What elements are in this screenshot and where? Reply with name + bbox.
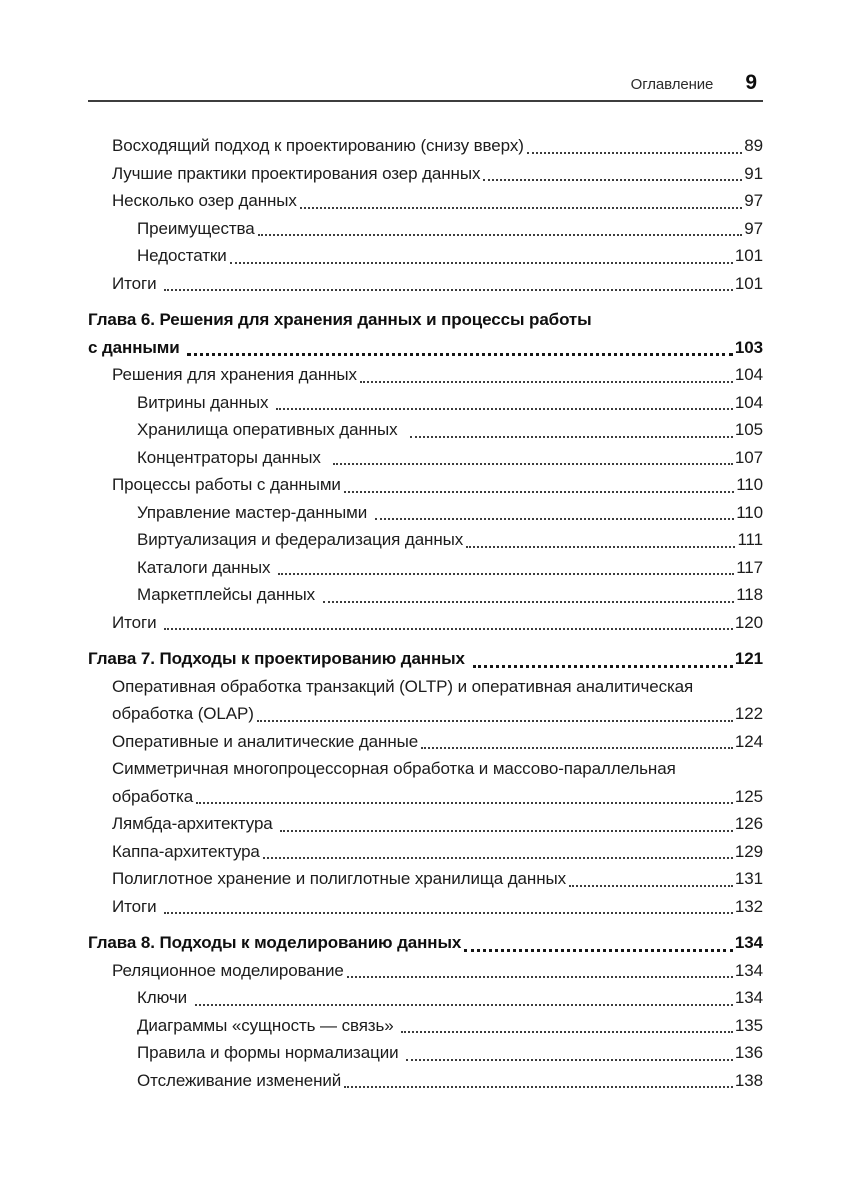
dot-leader <box>466 546 735 548</box>
toc-entry <box>88 984 763 1012</box>
toc-entry-line <box>137 416 763 444</box>
dot-leader <box>257 720 733 722</box>
toc-entry-title: Полиглотное хранение и полиглотные хранилища данных <box>112 869 567 888</box>
toc-entry-line <box>137 984 763 1012</box>
dot-leader <box>406 1059 733 1061</box>
toc-page-number: 101 <box>734 273 763 293</box>
toc-entry-line <box>112 673 763 701</box>
toc-entry <box>88 810 763 838</box>
dot-leader <box>375 518 734 520</box>
toc-list <box>88 132 763 1094</box>
toc-entry-line <box>137 1039 763 1067</box>
dot-leader <box>464 949 733 952</box>
toc-entry-title: Процессы работы с данными <box>112 475 341 494</box>
toc-entry <box>88 361 763 389</box>
toc-entry <box>88 242 763 270</box>
toc-entry <box>88 554 763 582</box>
toc-entry-title: Каппа-архитектура <box>112 841 260 861</box>
toc-page-number: 134 <box>734 988 763 1007</box>
toc-entry <box>88 132 763 160</box>
toc-entry-title: Правила и формы нормализации <box>137 1043 404 1062</box>
toc-page-number: 138 <box>734 1070 763 1090</box>
toc-entry <box>88 215 763 243</box>
toc-entry <box>88 1012 763 1040</box>
page-header <box>88 0 763 95</box>
toc-entry-line <box>112 893 763 921</box>
toc-entry <box>88 728 763 756</box>
toc-entry-title: Оперативная обработка транзакций (OLTP) и оперативная аналитическая <box>112 676 694 696</box>
toc-entry-title: Глава 6. Решения для хранения данных и процессы работы <box>88 310 592 329</box>
header-rule <box>88 100 763 102</box>
toc-page-number: 111 <box>737 530 763 549</box>
toc-entry <box>88 838 763 866</box>
toc-entry <box>88 499 763 527</box>
toc-entry-line <box>137 444 763 472</box>
toc-entry-title: Итоги <box>112 273 162 293</box>
toc-entry-line <box>137 389 763 417</box>
toc-chapter-entry <box>88 645 763 673</box>
dot-leader <box>196 802 733 804</box>
toc-page-number: 129 <box>734 841 763 861</box>
toc-entry <box>88 957 763 985</box>
toc-chapter-entry <box>88 306 763 361</box>
toc-entry-line <box>137 1067 763 1095</box>
toc-entry-title: Преимущества <box>137 218 255 238</box>
dot-leader <box>483 179 742 181</box>
toc-page-number: 124 <box>734 731 763 751</box>
toc-entry-line <box>137 215 763 243</box>
dot-leader <box>527 152 743 154</box>
toc-entry-line <box>112 270 763 298</box>
toc-entry-line <box>88 306 763 334</box>
toc-entry-line <box>112 187 763 215</box>
toc-entry-title: обработка (OLAP) <box>112 704 254 723</box>
page-number: 9 <box>745 71 757 94</box>
toc-entry-line <box>137 499 763 527</box>
toc-entry-title: Восходящий подход к проектированию (снизу вверх) <box>112 136 524 155</box>
toc-entry <box>88 471 763 499</box>
dot-leader <box>258 234 743 236</box>
toc-page-number: 121 <box>734 649 763 668</box>
toc-entry <box>88 1067 763 1095</box>
toc-page-number: 120 <box>734 612 763 632</box>
toc-page-number: 89 <box>744 136 763 155</box>
toc-entry-line <box>112 755 763 783</box>
toc-entry-title: обработка <box>112 786 194 806</box>
dot-leader <box>569 885 733 887</box>
toc-entry-title: Оперативные и аналитические данные <box>112 731 419 751</box>
dot-leader <box>347 976 733 978</box>
toc-entry <box>88 416 763 444</box>
toc-entry-line <box>112 132 763 160</box>
toc-page-number: 125 <box>734 786 763 806</box>
toc-entry-title: Диаграммы «сущность — связь» <box>137 1015 399 1035</box>
toc-entry-title: Глава 8. Подходы к моделированию данных <box>88 933 462 952</box>
toc-entry <box>88 609 763 637</box>
toc-entry-line <box>112 957 763 985</box>
toc-entry <box>88 389 763 417</box>
toc-entry-line <box>112 865 763 893</box>
toc-entry <box>88 187 763 215</box>
toc-page-number: 101 <box>734 246 763 265</box>
toc-entry-title: Несколько озер данных <box>112 191 297 210</box>
toc-entry-line <box>88 645 763 673</box>
toc-entry-line <box>137 242 763 270</box>
toc-entry-title: Симметричная многопроцессорная обработка и массово-параллельная <box>112 759 676 778</box>
toc-entry-line <box>112 810 763 838</box>
dot-leader <box>280 830 733 832</box>
toc-entry-line <box>112 609 763 637</box>
toc-entry-title: Хранилища оперативных данных <box>137 420 407 439</box>
toc-entry-title: Итоги <box>112 896 162 916</box>
toc-page-number: 117 <box>736 557 763 577</box>
toc-page-number: 104 <box>734 392 763 412</box>
toc-entry-title: Витрины данных <box>137 392 273 412</box>
dot-leader <box>195 1004 733 1006</box>
dot-leader <box>164 628 733 630</box>
toc-entry <box>88 160 763 188</box>
dot-leader <box>164 289 733 291</box>
toc-entry-title: с данными <box>88 337 185 357</box>
dot-leader <box>344 1086 733 1088</box>
toc-entry-title: Недостатки <box>137 246 227 265</box>
toc-entry <box>88 526 763 554</box>
toc-page-number: 136 <box>734 1043 763 1062</box>
dot-leader <box>410 436 733 438</box>
toc-page-number: 131 <box>734 869 763 888</box>
toc-page-number: 135 <box>734 1015 763 1035</box>
toc-entry <box>88 755 763 810</box>
dot-leader <box>278 573 734 575</box>
dot-leader <box>421 747 733 749</box>
toc-entry-title: Каталоги данных <box>137 557 276 577</box>
toc-page-number: 107 <box>734 447 763 467</box>
toc-entry-title: Ключи <box>137 988 192 1007</box>
toc-entry-line <box>137 1012 763 1040</box>
dot-leader <box>401 1031 733 1033</box>
toc-page-number: 105 <box>734 420 763 439</box>
toc-entry-line <box>112 160 763 188</box>
toc-entry-line <box>112 471 763 499</box>
dot-leader <box>276 408 733 410</box>
toc-entry-title: Концентраторы данных <box>137 447 331 467</box>
toc-entry <box>88 581 763 609</box>
toc-entry-line <box>88 334 763 362</box>
toc-entry-title: Виртуализация и федерализация данных <box>137 530 464 549</box>
toc-entry-title: Отслеживание изменений <box>137 1070 342 1090</box>
toc-chapter-entry <box>88 929 763 957</box>
running-head: Оглавление <box>630 76 714 93</box>
toc-entry-title: Маркетплейсы данных <box>137 585 320 604</box>
toc-page-number: 118 <box>736 585 763 604</box>
dot-leader <box>344 491 734 493</box>
toc-page-number: 132 <box>734 896 763 916</box>
toc-page-number: 104 <box>734 365 763 384</box>
toc-entry-line <box>137 554 763 582</box>
toc-entry-line <box>112 361 763 389</box>
toc-page-number: 91 <box>744 163 763 183</box>
dot-leader <box>187 353 733 356</box>
toc-entry-line <box>112 783 763 811</box>
toc-entry-title: Глава 7. Подходы к проектированию данных <box>88 649 470 668</box>
toc-page-number: 110 <box>736 502 763 522</box>
toc-entry-line <box>137 526 763 554</box>
toc-entry <box>88 865 763 893</box>
toc-entry <box>88 444 763 472</box>
toc-entry-title: Решения для хранения данных <box>112 365 357 384</box>
toc-page-number: 122 <box>734 704 763 723</box>
dot-leader <box>323 601 735 603</box>
dot-leader <box>473 665 733 668</box>
toc-page-number: 110 <box>736 475 763 494</box>
toc-entry-line <box>112 838 763 866</box>
toc-entry <box>88 270 763 298</box>
toc-page-number: 103 <box>734 337 763 357</box>
toc-entry-line <box>88 929 763 957</box>
dot-leader <box>230 262 733 264</box>
toc-entry-title: Лучшие практики проектирования озер данных <box>112 163 481 183</box>
toc-page-number: 134 <box>734 933 763 952</box>
toc-page-number: 126 <box>734 814 763 833</box>
toc-entry-title: Итоги <box>112 612 162 632</box>
toc-page-number: 134 <box>734 960 763 980</box>
dot-leader <box>164 912 733 914</box>
toc-entry-title: Лямбда-архитектура <box>112 814 278 833</box>
toc-page-number: 97 <box>744 218 763 238</box>
toc-entry-line <box>112 728 763 756</box>
dot-leader <box>360 381 733 383</box>
toc-entry-line <box>112 700 763 728</box>
toc-entry <box>88 1039 763 1067</box>
toc-page-number: 97 <box>744 191 763 210</box>
toc-entry-line <box>137 581 763 609</box>
toc-entry-title: Управление мастер-данными <box>137 502 372 522</box>
toc-entry <box>88 673 763 728</box>
dot-leader <box>263 857 733 859</box>
dot-leader <box>300 207 742 209</box>
dot-leader <box>333 463 733 465</box>
toc-entry <box>88 893 763 921</box>
toc-entry-title: Реляционное моделирование <box>112 960 344 980</box>
